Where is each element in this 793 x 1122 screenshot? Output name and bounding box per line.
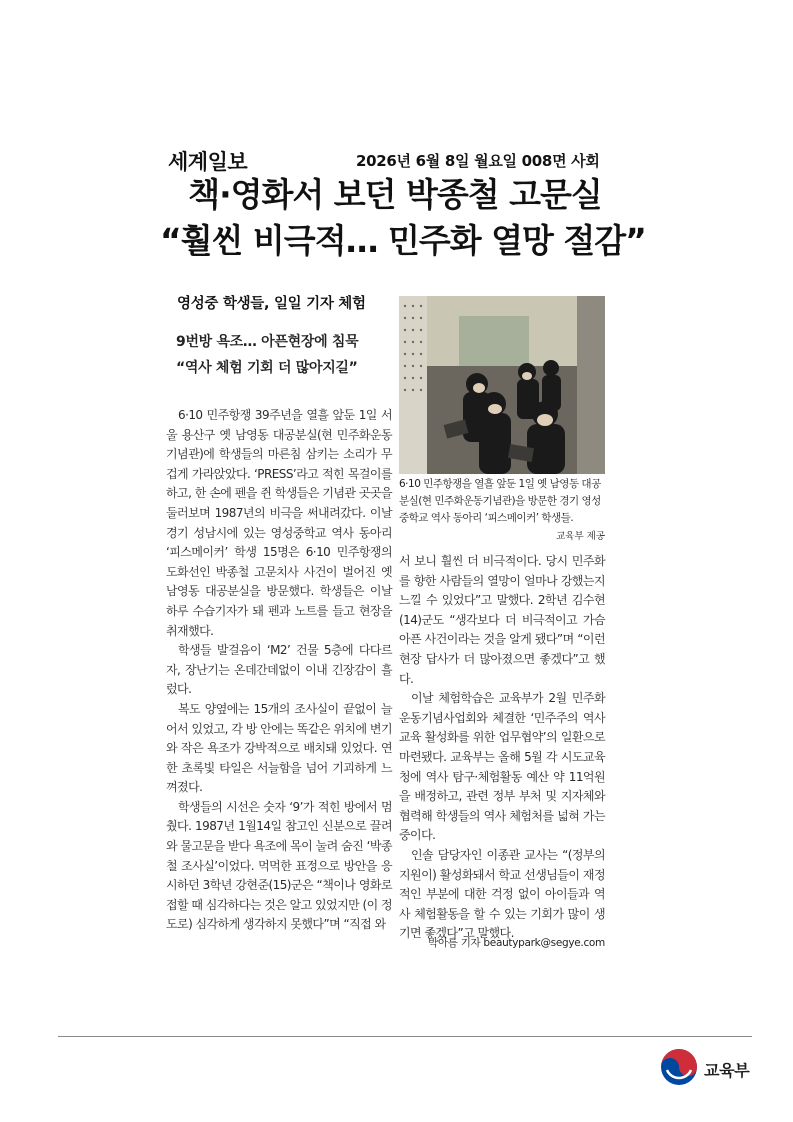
subheadline-1: 9번방 욕조… 아픈현장에 침묵	[176, 334, 359, 350]
ministry-name: 교육부	[704, 1061, 750, 1080]
body-paragraph: 학생들의 시선은 숫자 ‘9’가 적힌 방에서 멈췄다. 1987년 1월14일 참고인 신분으로 끌려와 물고문을 받다 욕조에 목이 눌려 숨진 ‘박종철 조사실’이었다. 먹먹한 표정으로 방안을 응시하던 3학년 강현준(15)군은 “책이나 영화로 접할 때 심각하다는 것은 알고 있었지만 (이 정도로) 심각하게 생각하지 못했다”며 “직접 와	[166, 799, 392, 932]
headline-line-2: “훨씬 비극적… 민주화 열망 절감”	[160, 221, 646, 260]
subheadline-2: “역사 체험 기회 더 많아지길”	[176, 360, 358, 376]
reporter-byline: 박아름 기자 beautypark@segye.com	[428, 937, 605, 949]
photo-students-in-corridor	[399, 296, 605, 474]
body-paragraph: 서 보니 훨씬 더 비극적이다. 당시 민주화를 향한 사람들의 열망이 얼마나 강했는지 느낄 수 있었다”고 말했다. 2학년 김수현(14)군도 “생각보다 더 비극적이고 가슴 아픈 사건이라는 것을 알게 됐다”며 “이런 현장 답사가 더 많아졌으면 좋겠다”고 했다.	[399, 554, 605, 686]
body-paragraph: 복도 양옆에는 15개의 조사실이 끝없이 늘어서 있었고, 각 방 안에는 똑같은 위치에 변기와 작은 욕조가 강박적으로 배치돼 있었다. 연한 초록빛 타일은 서늘함을 넘어 기괴하게 느껴졌다.	[166, 701, 392, 795]
article-body-column-1	[166, 406, 392, 935]
headline-line-1: 책·영화서 보던 박종철 고문실	[188, 175, 602, 214]
body-paragraph: 인솔 담당자인 이종관 교사는 “(정부의 지원이) 활성화돼서 학교 선생님들이 재정적인 부분에 대한 걱정 없이 아이들과 역사 체험활동을 할 수 있는 기회가 많이 생기면 좋겠다”고 말했다.	[399, 847, 605, 941]
ministry-of-education-logo	[660, 1048, 760, 1088]
body-paragraph: 학생들 발걸음이 ‘M2’ 건물 5층에 다다르자, 장난기는 온데간데없이 이내 긴장감이 흘렀다.	[166, 643, 392, 697]
newspaper-masthead: 세계일보	[168, 149, 248, 174]
footer-divider	[58, 1036, 752, 1037]
publication-dateline: 2026년 6월 8일 월요일 008면 사회	[356, 152, 600, 170]
body-paragraph: 6·10 민주항쟁 39주년을 열흘 앞둔 1일 서울 용산구 옛 남영동 대공분실(현 민주화운동기념관)에 학생들의 마른침 삼키는 소리가 무겁게 가라앉았다. ‘PRESS’라고 적힌 목걸이를 하고, 한 손에 펜을 쥔 학생들은 기념관 곳곳을 둘러보며 1987년의 비극을 써내려갔다. 이날 경기 성남시에 있는 영성중학교 역사 동아리 ‘피스메이커’ 학생 15명은 6·10 민주항쟁의 도화선인 박종철 고문치사 사건이 벌어진 옛 남영동 대공분실을 방문했다. 학생들은 이날 하루 수습기자가 돼 펜과 노트를 들고 현장을 취재했다.	[166, 408, 392, 638]
news-photo	[399, 296, 605, 474]
body-paragraph: 이날 체험학습은 교육부가 2월 민주화운동기념사업회와 체결한 ‘민주주의 역사교육 활성화를 위한 업무협약’의 일환으로 마련됐다. 교육부는 올해 5월 각 시도교육청에 역사 탐구·체험활동 예산 약 11억원을 배정하고, 관련 정부 부처 및 지자체와 협력해 학생들의 역사 체험처를 넓혀 가는 중이다.	[399, 691, 605, 843]
photo-caption: 6·10 민주항쟁을 열흘 앞둔 1일 옛 남영동 대공분실(현 민주화운동기념관)을 방문한 경기 영성중학교 역사 동아리 ‘피스메이커’ 학생들.	[399, 478, 601, 524]
article-body-column-2	[399, 552, 605, 944]
taegeuk-emblem-icon	[660, 1048, 698, 1086]
photo-credit: 교육부 제공	[556, 531, 605, 542]
article-kicker: 영성중 학생들, 일일 기자 체험	[177, 296, 366, 312]
